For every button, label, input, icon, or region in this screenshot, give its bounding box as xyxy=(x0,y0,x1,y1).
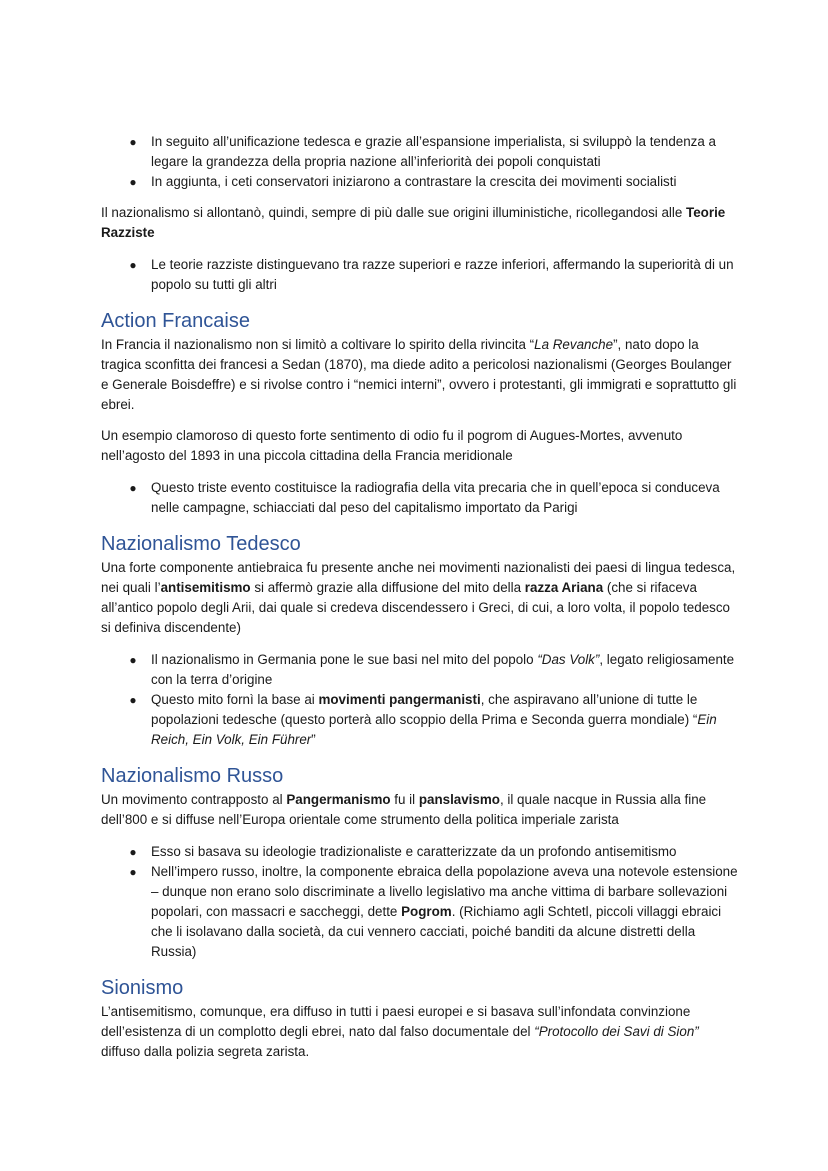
bullet-icon: ● xyxy=(129,258,137,272)
bullet-icon: ● xyxy=(129,693,137,707)
list-item: ● Nell’impero russo, inoltre, la componente ebraica della popolazione aveva una notevole estensione – dunque non erano solo discriminate a livello legislativo ma anche vittima di barbare sollevazioni popolari, con massacri e saccheggi, dette Pogrom. (Richiamo agli Schtetl, piccoli villaggi ebraici che li isolavano dalla società, da cui vennero cacciati, poiché banditi da alcune distretti della Russia) xyxy=(129,864,738,959)
action-paragraph-2: Un esempio clamoroso di questo forte sentimento di odio fu il pogrom di Augues-Mortes, avvenuto nell’agosto del 1893 in una piccola cittadina della Francia meridionale xyxy=(101,428,683,463)
heading-sionismo: Sionismo xyxy=(101,977,184,999)
intro-bullet-list-2 xyxy=(128,255,741,295)
intro-paragraph: Il nazionalismo si allontanò, quindi, sempre di più dalle sue origini illuministiche, ricollegandosi alle Teorie Razziste xyxy=(101,205,726,240)
list-item: ● In seguito all’unificazione tedesca e grazie all’espansione imperialista, si sviluppò la tendenza a legare la grandezza della propria nazione all’inferiorità dei popoli conquistati xyxy=(129,134,716,169)
action-paragraph-1: In Francia il nazionalismo non si limitò a coltivare lo spirito della rivincita “La Revanche”, nato dopo la tragica sconfitta dei francesi a Sedan (1870), ma diede adito a pericolosi nazionalismi (Georges Boulanger e Generale Boisdeffre) e si rivolse contro i “nemici interni”, ovvero i protestanti, gli immigrati e soprattutto gli ebrei. xyxy=(101,337,737,412)
list-item: ● Il nazionalismo in Germania pone le sue basi nel mito del popolo “Das Volk”, legato religiosamente con la terra d’origine xyxy=(129,652,735,687)
bullet-icon: ● xyxy=(129,865,137,879)
russo-paragraph: Un movimento contrapposto al Pangermanismo fu il panslavismo, il quale nacque in Russia alla fine dell’800 e si diffuse nell’Europa orientale come strumento della politica imperiale zarista xyxy=(101,792,707,827)
heading-action-francaise: Action Francaise xyxy=(101,310,250,332)
intro-bullet-list xyxy=(128,132,741,192)
list-item: ● Esso si basava su ideologie tradizionaliste e caratterizzate da un profondo antisemitismo xyxy=(128,842,741,862)
document-body xyxy=(101,132,741,1062)
heading-nazionalismo-russo: Nazionalismo Russo xyxy=(101,765,284,787)
sionismo-paragraph: L’antisemitismo, comunque, era diffuso in tutti i paesi europei e si basava sull’infondata convinzione dell’esistenza di un complotto degli ebrei, nato dal falso documentale del “Protocollo dei Savi di Sion” diffuso dalla polizia segreta zarista. xyxy=(101,1004,699,1059)
tedesco-paragraph: Una forte componente antiebraica fu presente anche nei movimenti nazionalisti dei paesi di lingua tedesca, nei quali l’antisemitismo si affermò grazie alla diffusione del mito della razza Ariana (che si rifaceva all’antico popolo degli Arii, dai quale si credeva discendessero i Greci, di cui, a loro volta, il popolo tedesco si definiva discendente) xyxy=(101,560,736,635)
bullet-icon: ● xyxy=(129,135,137,149)
russo-bullet-list xyxy=(128,842,741,962)
list-item: ● Questo mito fornì la base ai movimenti pangermanisti, che aspiravano all’unione di tutte le popolazioni tedesche (questo porterà allo scoppio della Prima e Seconda guerra mondiale) “Ein Reich, Ein Volk, Ein Führer” xyxy=(129,692,717,747)
list-item: ● In aggiunta, i ceti conservatori iniziarono a contrastare la crescita dei movimenti socialisti xyxy=(128,172,741,192)
action-bullet-list xyxy=(128,478,741,518)
list-item: ● Le teorie razziste distinguevano tra razze superiori e razze inferiori, affermando la superiorità di un popolo su tutti gli altri xyxy=(129,257,734,292)
tedesco-bullet-list xyxy=(128,650,741,750)
list-item: ● Questo triste evento costituisce la radiografia della vita precaria che in quell’epoca si conduceva nelle campagne, schiacciati dal peso del capitalismo importato da Parigi xyxy=(129,480,720,515)
bullet-icon: ● xyxy=(129,653,137,667)
heading-nazionalismo-tedesco: Nazionalismo Tedesco xyxy=(101,533,301,555)
bullet-icon: ● xyxy=(129,175,137,189)
bullet-icon: ● xyxy=(129,845,137,859)
bullet-icon: ● xyxy=(129,481,137,495)
